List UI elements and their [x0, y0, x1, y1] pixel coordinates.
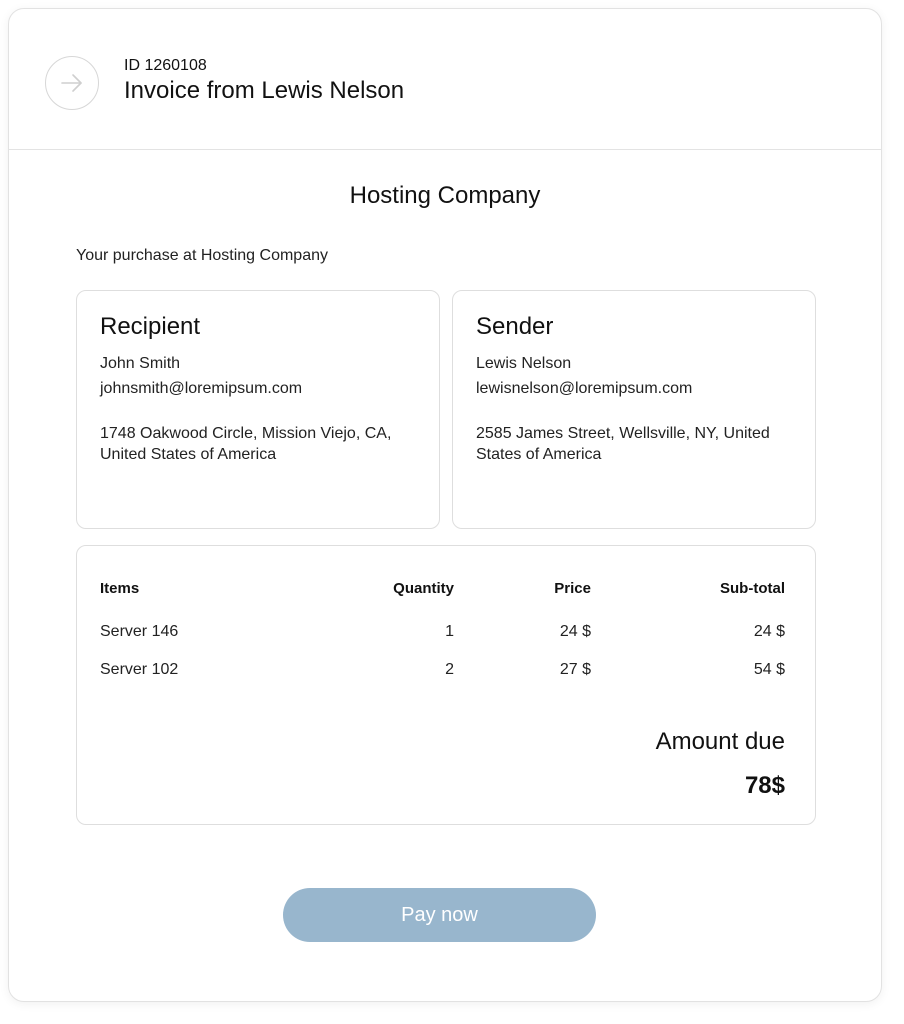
amount-due-label: Amount due [655, 728, 785, 755]
purchase-text: Your purchase at Hosting Company [76, 247, 328, 264]
sender-box [452, 290, 816, 529]
row-item-name: Server 146 [100, 623, 179, 640]
column-header-price: Price [554, 580, 591, 597]
invoice-title: Invoice from Lewis Nelson [124, 77, 405, 104]
arrow-right-icon [59, 70, 85, 96]
column-header-items: Items [100, 580, 140, 597]
row-price: 27 $ [559, 661, 591, 678]
pay-now-button[interactable]: Pay now [283, 888, 596, 942]
recipient-name: John Smith [100, 355, 181, 372]
sender-heading: Sender [476, 313, 554, 340]
invoice-id: ID 1260108 [124, 57, 207, 74]
row-price: 24 $ [559, 623, 591, 640]
back-button[interactable] [45, 56, 99, 110]
column-header-quantity: Quantity [393, 580, 454, 597]
company-title: Hosting Company [349, 182, 541, 209]
recipient-box [76, 290, 440, 529]
recipient-heading: Recipient [100, 313, 201, 340]
row-item-name: Server 102 [100, 661, 179, 678]
sender-address: 2585 James Street, Wellsville, NY, United States of America [476, 425, 770, 463]
sender-email: lewisnelson@loremipsum.com [476, 380, 693, 397]
column-header-subtotal: Sub-total [720, 580, 785, 597]
recipient-email: johnsmith@loremipsum.com [100, 380, 303, 397]
row-quantity: 1 [445, 623, 454, 640]
recipient-address: 1748 Oakwood Circle, Mission Viejo, CA, United States of America [100, 425, 392, 463]
row-subtotal: 54 $ [753, 661, 785, 678]
row-quantity: 2 [445, 661, 454, 678]
invoice-card [8, 8, 882, 1002]
sender-name: Lewis Nelson [476, 355, 572, 372]
invoice-header [9, 9, 881, 150]
items-table [76, 545, 816, 825]
row-subtotal: 24 $ [753, 623, 785, 640]
amount-due-value: 78$ [744, 772, 785, 799]
